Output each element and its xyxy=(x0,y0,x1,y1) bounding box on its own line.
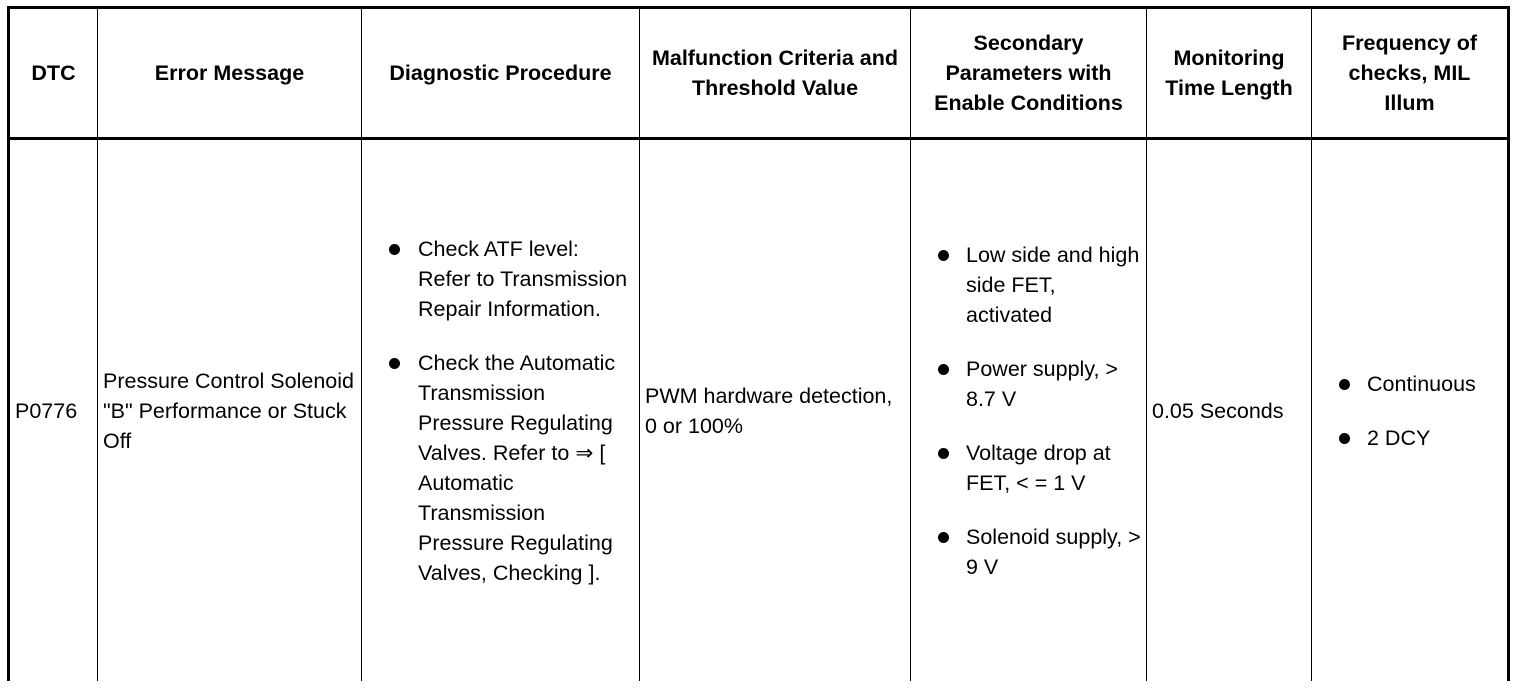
cell-dtc: P0776 xyxy=(9,139,98,682)
bullet-icon xyxy=(938,250,949,261)
bullet-icon xyxy=(938,364,949,375)
bullet-icon xyxy=(938,532,949,543)
header-diagnostic-procedure: Diagnostic Procedure xyxy=(362,8,640,139)
header-error-message: Error Message xyxy=(98,8,362,139)
bullet-icon xyxy=(1339,379,1350,390)
secondary-item xyxy=(916,438,1141,498)
header-secondary-parameters: Secondary Parameters with Enable Conditions xyxy=(911,8,1147,139)
dtc-table xyxy=(7,6,1510,681)
frequency-item xyxy=(1317,423,1502,453)
frequency-text: Continuous xyxy=(1367,371,1476,396)
cell-secondary-parameters xyxy=(911,139,1147,682)
secondary-text: Low side and high side FET, activated xyxy=(966,242,1140,327)
secondary-item xyxy=(916,240,1141,330)
secondary-list xyxy=(916,240,1141,582)
cell-diagnostic-procedure xyxy=(362,139,640,682)
cell-monitoring-time: 0.05 Seconds xyxy=(1147,139,1312,682)
frequency-item xyxy=(1317,369,1502,399)
secondary-text: Voltage drop at FET, < = 1 V xyxy=(966,440,1111,495)
header-malfunction-criteria: Malfunction Criteria and Threshold Value xyxy=(640,8,911,139)
table-body xyxy=(9,139,1509,682)
procedure-text: Check ATF level: Refer to Transmission Repair Information. xyxy=(418,236,628,321)
bullet-icon xyxy=(389,358,400,369)
bullet-icon xyxy=(1339,433,1350,444)
procedure-text: Check the Automatic Transmission Pressure Regulating Valves. Refer to ⇒ [ Automatic Transmission Pressure Regulating Valves, Checking ]. xyxy=(418,350,616,585)
secondary-item xyxy=(916,354,1141,414)
cell-frequency xyxy=(1312,139,1509,682)
secondary-text: Power supply, > 8.7 V xyxy=(966,356,1118,411)
table-row xyxy=(9,139,1509,682)
bullet-icon xyxy=(389,244,400,255)
cell-error-message: Pressure Control Solenoid "B" Performance or Stuck Off xyxy=(98,139,362,682)
procedure-list xyxy=(367,234,634,588)
procedure-item xyxy=(367,348,634,588)
bullet-icon xyxy=(938,448,949,459)
frequency-text: 2 DCY xyxy=(1367,425,1431,450)
secondary-item xyxy=(916,522,1141,582)
header-dtc: DTC xyxy=(9,8,98,139)
cell-malfunction-criteria: PWM hardware detection, 0 or 100% xyxy=(640,139,911,682)
frequency-list xyxy=(1317,369,1502,453)
table-header xyxy=(9,8,1509,139)
header-row xyxy=(9,8,1509,139)
header-frequency: Frequency of checks, MIL Illum xyxy=(1312,8,1509,139)
procedure-item xyxy=(367,234,634,324)
header-monitoring-time: Monitoring Time Length xyxy=(1147,8,1312,139)
secondary-text: Solenoid supply, > 9 V xyxy=(966,524,1141,579)
